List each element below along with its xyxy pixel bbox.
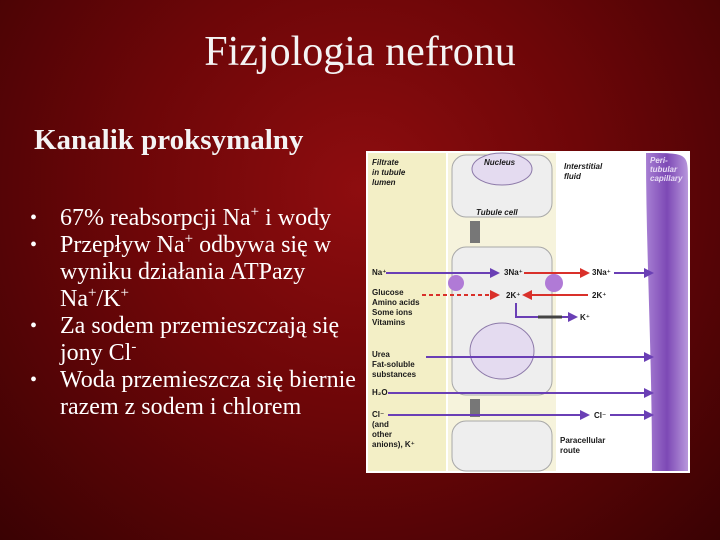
svg-text:Cl⁻: Cl⁻ [594,411,607,420]
svg-text:fluid: fluid [564,172,581,181]
svg-text:3Na⁺: 3Na⁺ [592,268,611,277]
svg-text:Na⁺: Na⁺ [372,268,387,277]
bullet-item: • 67% reabsorpcji Na+ i wody [30,204,332,231]
svg-text:H₂O: H₂O [372,388,388,397]
svg-text:Tubule cell: Tubule cell [476,208,518,217]
svg-text:Peri-: Peri- [650,156,668,165]
capillary-vessel [646,153,688,471]
na-k-pump-icon [545,274,563,292]
svg-text:Filtrate: Filtrate [372,158,399,167]
svg-text:Glucose: Glucose [372,288,404,297]
bullet-item: • Za sodem przemieszczają się jony Cl- [30,313,340,366]
svg-text:lumen: lumen [372,178,396,187]
tight-junction [470,221,480,243]
bullet-dot-icon: • [30,234,38,256]
diagram-svg [366,151,690,473]
svg-text:route: route [560,446,580,455]
svg-text:anions), K⁺: anions), K⁺ [372,440,415,449]
symporter-icon [448,275,464,291]
svg-text:Vitamins: Vitamins [372,318,406,327]
svg-text:in tubule: in tubule [372,168,406,177]
svg-text:Interstitial: Interstitial [564,162,603,171]
svg-text:Nucleus: Nucleus [484,158,516,167]
svg-text:3Na⁺: 3Na⁺ [504,268,523,277]
svg-text:2K⁺: 2K⁺ [506,291,521,300]
svg-text:Cl⁻: Cl⁻ [372,410,385,419]
svg-text:capillary: capillary [650,174,683,183]
bullet-dot-icon: • [30,207,38,229]
svg-text:Fat-soluble: Fat-soluble [372,360,415,369]
slide-title: Fizjologia nefronu [204,29,516,75]
svg-text:tubular: tubular [650,165,678,174]
lower-cell [452,421,552,471]
svg-text:other: other [372,430,392,439]
svg-text:substances: substances [372,370,417,379]
proximal-tubule-diagram [366,151,690,473]
slide-subtitle: Kanalik proksymalny [34,124,304,156]
bullet-list [30,205,360,421]
bullet-item: • Woda przemieszcza się biernie razem z sodem i chlorem [30,367,356,420]
bullet-dot-icon: • [30,315,38,337]
svg-text:Some ions: Some ions [372,308,413,317]
svg-text:Amino acids: Amino acids [372,298,420,307]
nucleus-shape-lower [470,323,534,379]
interstitial-region [556,153,644,471]
bullet-dot-icon: • [30,369,38,391]
svg-text:(and: (and [372,420,389,429]
svg-text:Paracellular: Paracellular [560,436,606,445]
bullet-item: • Przepływ Na+ odbywa się w wyniku działania ATPazy Na+/K+ [30,231,332,312]
svg-text:Urea: Urea [372,350,390,359]
svg-text:K⁺: K⁺ [580,313,590,322]
svg-text:2K⁺: 2K⁺ [592,291,607,300]
